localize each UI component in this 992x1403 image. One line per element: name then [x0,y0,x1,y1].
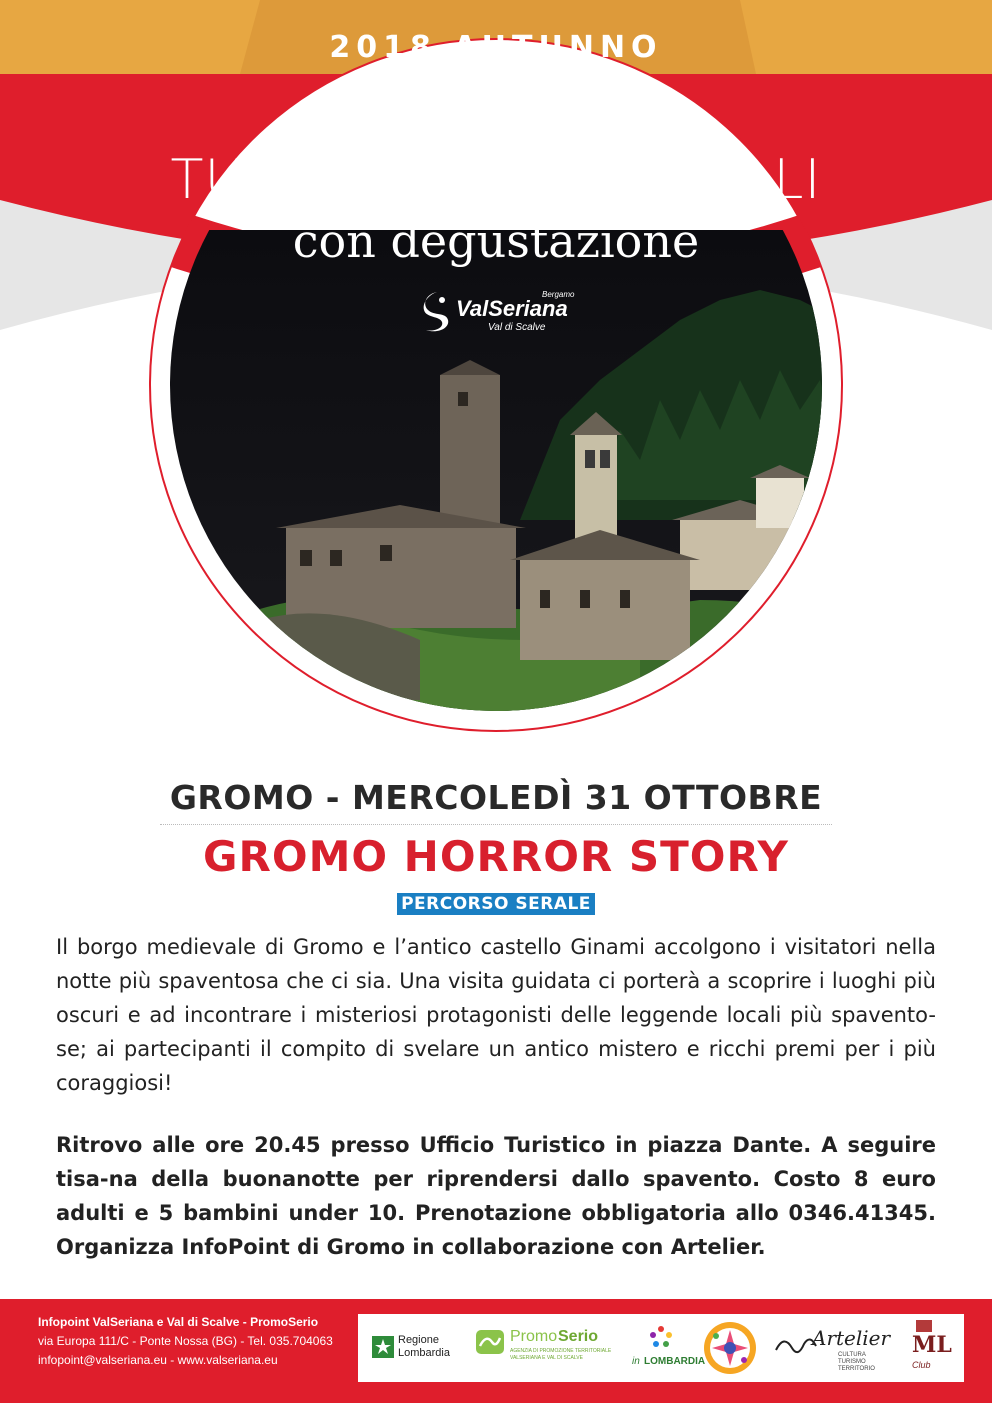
event-info: Ritrovo alle ore 20.45 presso Ufficio Turistico in piazza Dante. A seguire tisa-na della buonanotte per riprendersi dallo spavento. Costo 8 euro adulti e 5 bambini under 10. Prenotazione obbligatoria allo 0346.41345. Organizza InfoPoint di Gromo in collaborazione con Artelier. [56,1133,936,1259]
event-place-date: GROMO - MERCOLEDÌ 31 OTTOBRE [169,778,823,817]
inlombardia-a: in [632,1356,640,1367]
valseriana-swirl-logo-icon [420,290,454,334]
title-line-1: PERCORSI [357,84,635,147]
ml-sub: Club [912,1360,931,1370]
ml-club-logo[interactable] [898,1314,958,1382]
footer-address: via Europa 111/C - Ponte Nossa (BG) - Tel. 035.704063 [38,1334,333,1348]
regione-line2: Lombardia [398,1347,450,1359]
valseriana-logo[interactable] [418,284,578,340]
event-badge: PERCORSO SERALE [397,893,595,915]
subtitle: con degustazione [292,214,700,268]
logo-name: ValSeriana [456,296,568,321]
artelier-sub1: CULTURA [838,1352,866,1358]
season-label: 2018 AUTUNNO [329,30,663,65]
regione-lombardia-logo[interactable] [366,1314,466,1382]
promoserio-icon [476,1330,504,1354]
inlombardia-star-icon [648,1324,674,1350]
partner-logos [358,1314,964,1382]
promoserio-sub2: VALSERIANA E VAL DI SCALVE [510,1355,583,1361]
logo-sub: Val di Scalve [488,322,546,333]
ml-main: ML [912,1332,952,1358]
artelier-logo[interactable] [772,1314,891,1382]
artelier-sub3: TERRITORIO [838,1366,875,1372]
promoserio-b: Serio [558,1328,599,1345]
artelier-sub2: TURISMO [838,1359,866,1365]
promoserio-a: Promo [510,1328,558,1345]
regione-line1: Regione [398,1334,439,1346]
colorful-seal-logo[interactable] [698,1314,762,1382]
regione-lombardia-icon [372,1336,394,1358]
footer-org: Infopoint ValSeriana e Val di Scalve - PromoSerio [38,1315,319,1329]
artelier-name: Artelier [812,1326,891,1350]
event-divider [160,824,832,825]
title-line-2: TURISTICI & CULTURALI [170,148,822,211]
inlombardia-b: LOMBARDIA [644,1356,706,1367]
footer [0,1299,992,1403]
logo-tag: Bergamo [542,290,575,299]
promoserio-sub1: AGENZIA DI PROMOZIONE TERRITORIALE [510,1348,612,1354]
footer-contacts[interactable]: infopoint@valseriana.eu - www.valseriana.eu [38,1353,278,1367]
promoserio-logo[interactable] [472,1314,622,1382]
seal-icon [702,1320,758,1376]
inlombardia-logo[interactable] [626,1314,706,1382]
ml-club-box-icon [916,1320,932,1332]
event-title: GROMO HORROR STORY [203,832,789,881]
event-description: Il borgo medievale di Gromo e l’antico castello Ginami accolgono i visitatori nella notte più spaventosa che ci sia. Una visita guidata ci porterà a scoprire i luoghi più oscuri e ad incontrare i misteriosi protagonisti delle leggende locali più spavento-se; ai partecipanti il compito di svelare un antico mistero e ricchi premi per i più coraggiosi! [56,935,936,1095]
badge-wrap [0,893,992,915]
footer-contact [38,1313,358,1370]
